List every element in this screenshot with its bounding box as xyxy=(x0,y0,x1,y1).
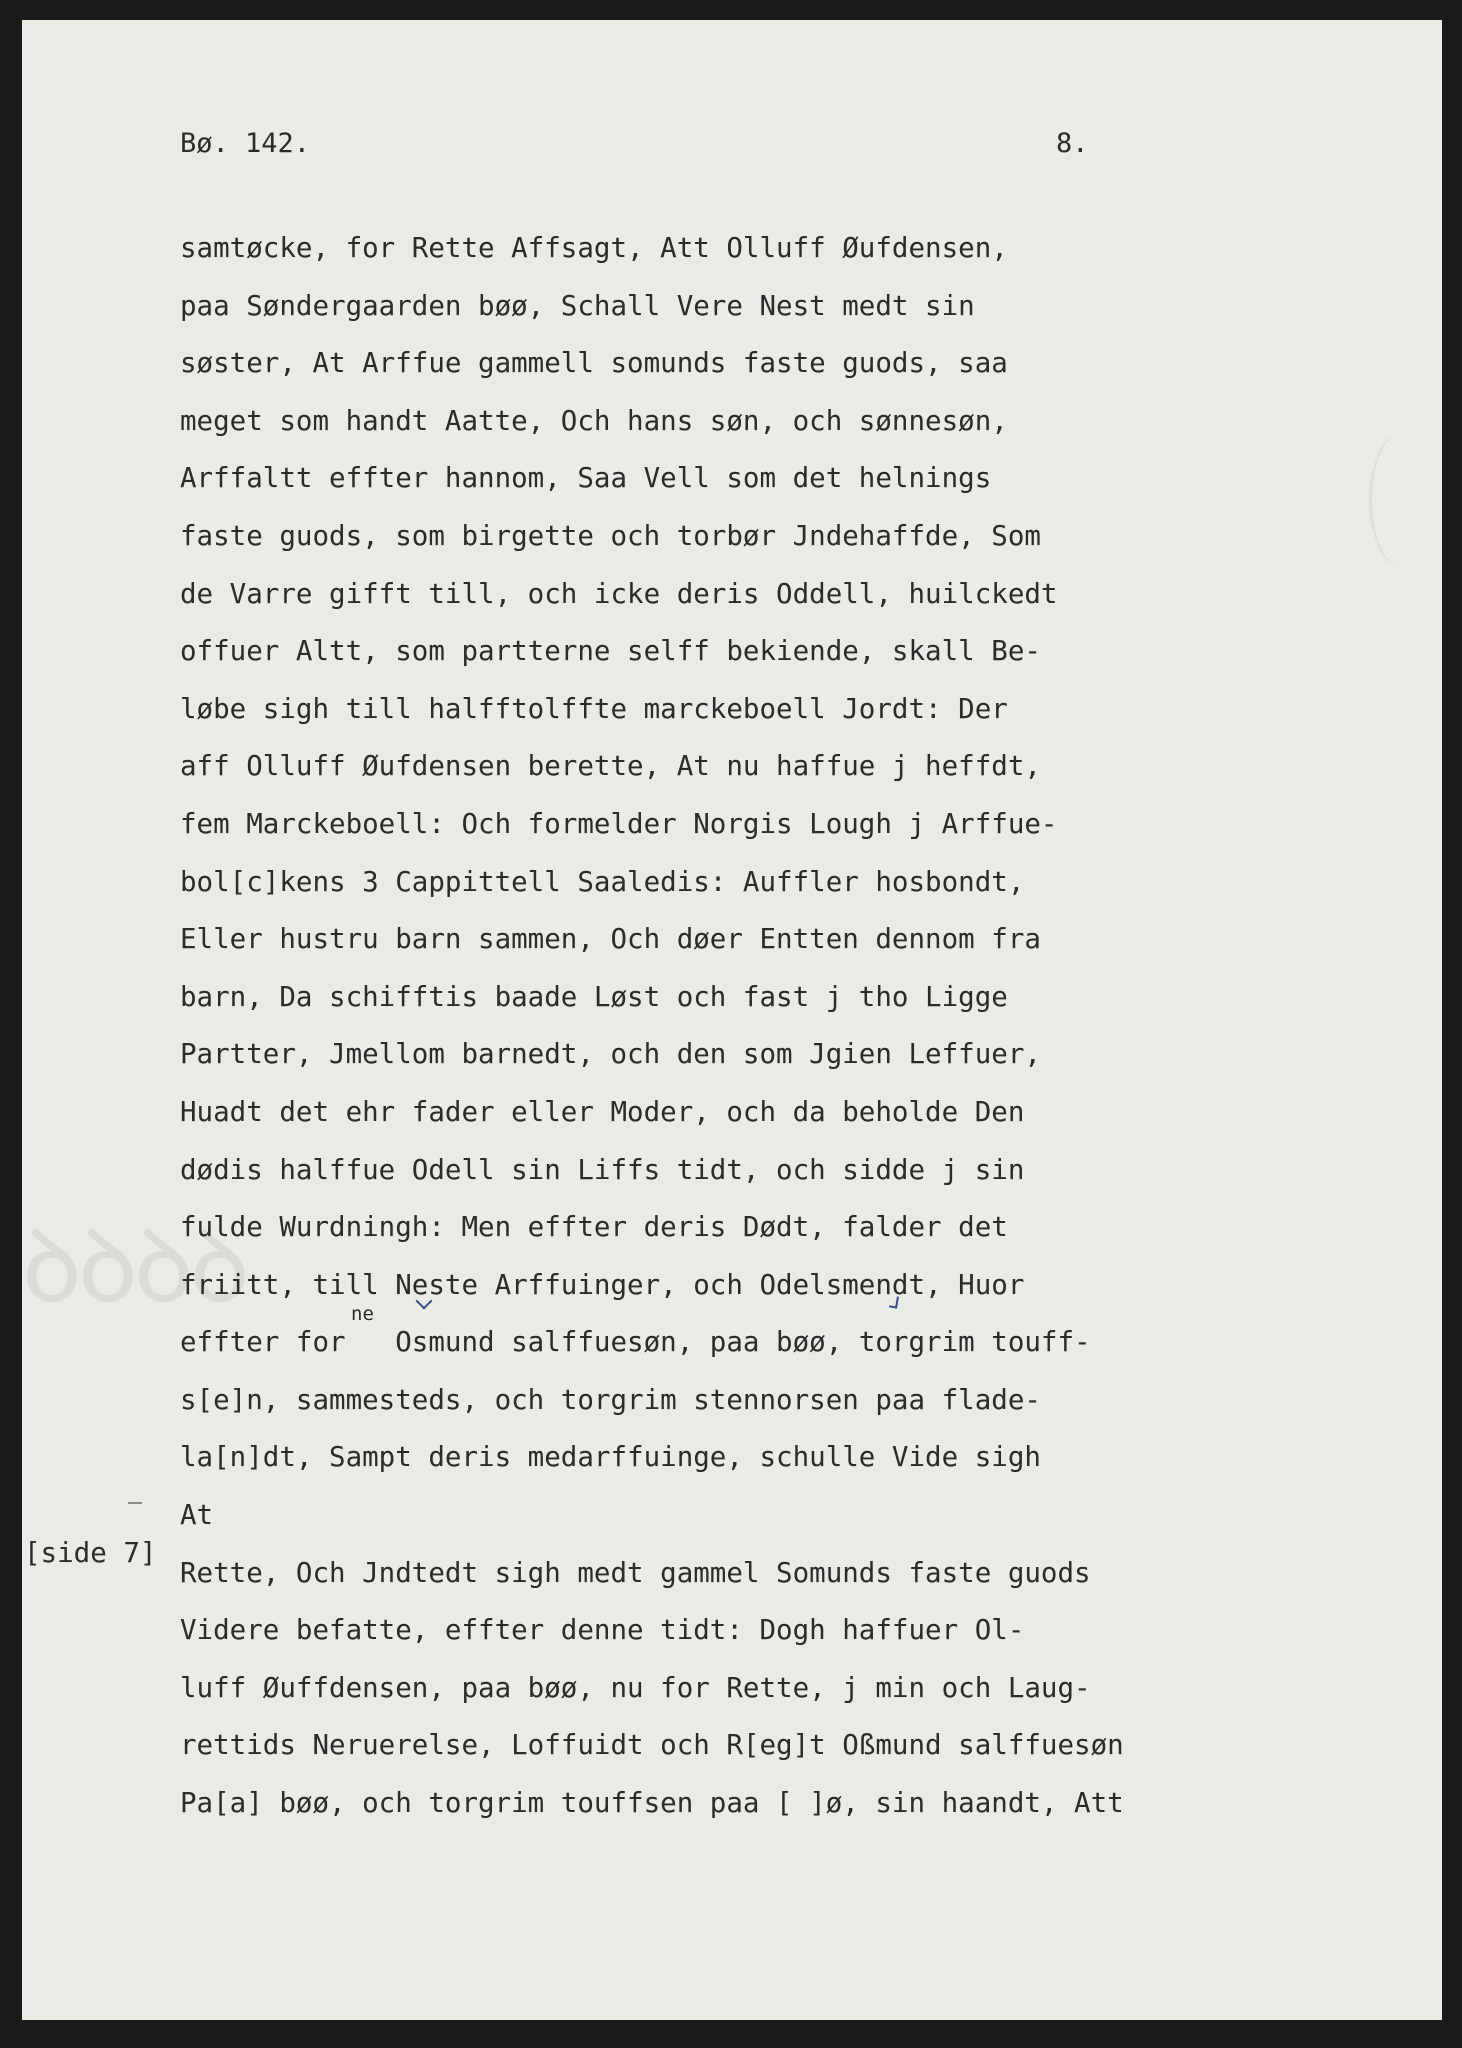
text-line: dødis halffue Odell sin Liffs tidt, och sidde j sin xyxy=(180,1153,1025,1186)
text-line: de Varre gifft till, och icke deris Oddell, huilckedt xyxy=(180,577,1058,610)
page-side-reference: [side 7] xyxy=(24,1537,157,1569)
superscript-abbreviation: ne xyxy=(351,1303,374,1325)
page-number: 8. xyxy=(1056,128,1089,159)
text-line: Pa[a] bøø, och torgrim touffsen paa [ ]ø, sin haandt, Att xyxy=(180,1787,1124,1820)
text-line: effter for Osmund salffuesøn, paa bøø, torgrim touff- xyxy=(180,1326,1091,1359)
text-line: luff Øuffdensen, paa bøø, nu for Rette, j min och Laug- xyxy=(180,1671,1091,1704)
text-line: Partter, Jmellom barnedt, och den som Jgien Leffuer, xyxy=(180,1038,1041,1071)
text-line: Huadt det ehr fader eller Moder, och da beholde Den xyxy=(180,1095,1025,1128)
text-line: Eller hustru barn sammen, Och døer Entten dennom fra xyxy=(180,923,1041,956)
text-line: meget som handt Aatte, Och hans søn, och sønnesøn, xyxy=(180,404,1008,437)
text-line: offuer Altt, som partterne selff bekiende, skall Be- xyxy=(180,635,1041,668)
text-line: s[e]n, sammesteds, och torgrim stennorsen paa flade- xyxy=(180,1383,1041,1416)
text-line: barn, Da schifftis baade Løst och fast j tho Ligge xyxy=(180,980,1008,1013)
text-line: aff Olluff Øufdensen berette, At nu haffue j heffdt, xyxy=(180,750,1041,783)
text-line: faste guods, som birgette och torbør Jndehaffde, Som xyxy=(180,519,1041,552)
transcription-body xyxy=(180,220,1260,1833)
record-reference: Bø. 142. xyxy=(180,128,311,159)
text-line: Rette, Och Jndtedt sigh medt gammel Somunds faste guods xyxy=(180,1556,1091,1589)
bleed-through-mark xyxy=(1369,430,1442,570)
text-line: søster, At Arffue gammell somunds faste guods, saa xyxy=(180,347,1008,380)
text-line: samtøcke, for Rette Affsagt, Att Olluff Øufdensen, xyxy=(180,232,1008,264)
text-line: At xyxy=(180,1499,214,1532)
bleed-through-text: ꝺꝺꝺꝺ xyxy=(22,1208,246,1305)
text-line: la[n]dt, Sampt deris medarffuinge, schulle Vide sigh xyxy=(180,1441,1041,1474)
text-line: rettids Neruerelse, Loffuidt och R[eg]t Oßmund salffuesøn xyxy=(180,1729,1124,1762)
text-line: paa Søndergaarden bøø, Schall Vere Nest medt sin xyxy=(180,289,975,322)
text-line: fulde Wurdningh: Men effter deris Dødt, falder det xyxy=(180,1211,1008,1244)
margin-dash xyxy=(128,1502,142,1504)
text-line: friitt, till Neste Arffuinger, och Odelsmendt, Huor xyxy=(180,1268,1025,1301)
text-line: fem Marckeboell: Och formelder Norgis Lough j Arffue- xyxy=(180,807,1058,840)
text-line: Videre befatte, effter denne tidt: Dogh haffuer Ol- xyxy=(180,1614,1025,1647)
text-line: løbe sigh till halfftolffte marckeboell Jordt: Der xyxy=(180,692,1008,725)
text-line: Arffaltt effter hannom, Saa Vell som det helnings xyxy=(180,462,992,495)
text-line: bol[c]kens 3 Cappittell Saaledis: Auffler hosbondt, xyxy=(180,865,1025,898)
